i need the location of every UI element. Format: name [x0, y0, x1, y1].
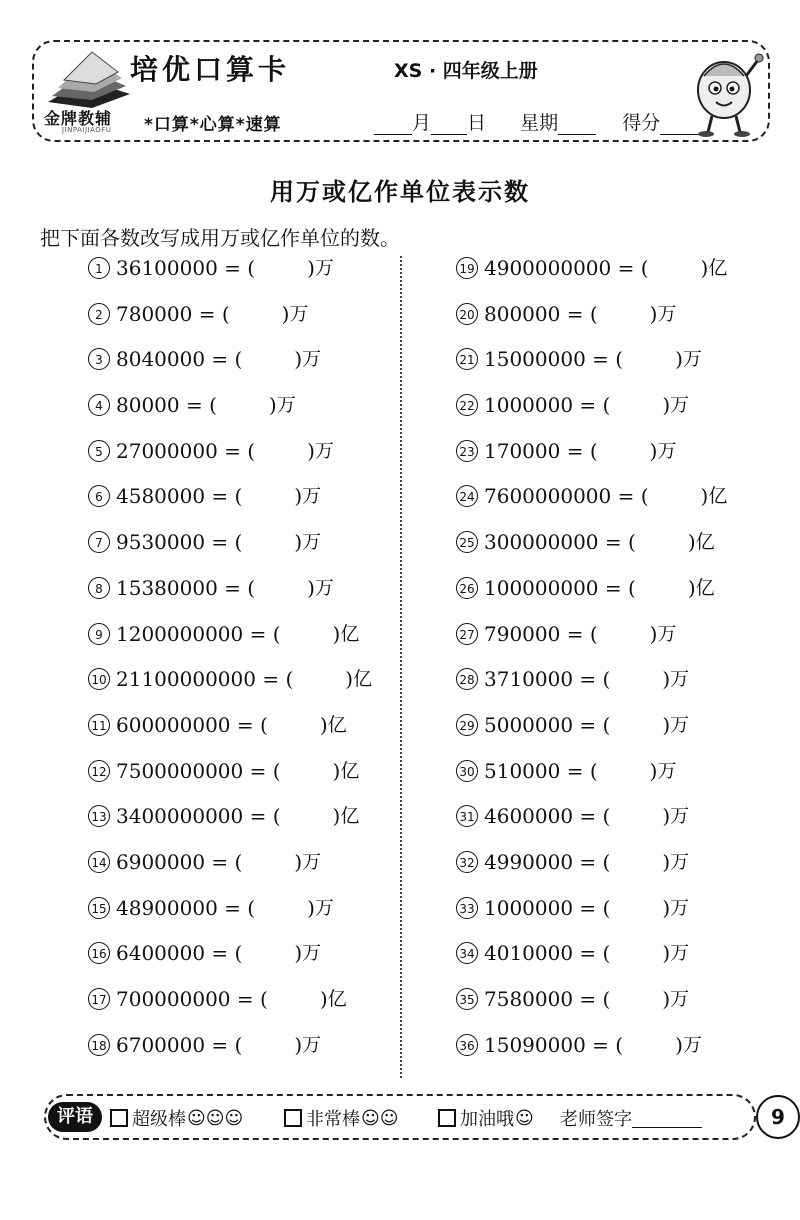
close-paren: ): [649, 758, 658, 783]
logo: [38, 50, 138, 136]
number-value: 6900000: [116, 849, 206, 874]
unit-label: 万: [670, 805, 690, 828]
unit-label: 万: [670, 713, 690, 736]
option-super[interactable]: [110, 1105, 243, 1131]
item-number: 6: [88, 485, 110, 507]
weekday-blank[interactable]: [558, 116, 596, 135]
close-paren: ): [294, 530, 303, 555]
item-number: 31: [456, 805, 478, 827]
equals-open-paren: = (: [573, 804, 611, 829]
exercise-item: [456, 710, 727, 756]
option-keep-going-label: 加油哦: [460, 1109, 514, 1130]
item-number: 8: [88, 577, 110, 599]
item-number: 23: [456, 440, 478, 462]
close-paren: ): [294, 1032, 303, 1057]
logo-subtext: JINPAIJIAOFU: [62, 126, 112, 134]
column-divider: [400, 256, 402, 1078]
number-value: 100000000: [484, 575, 599, 600]
item-number: 24: [456, 485, 478, 507]
item-number: 3: [88, 348, 110, 370]
equals-open-paren: = (: [192, 301, 230, 326]
unit-label: 亿: [695, 531, 715, 554]
unit-label: 万: [314, 896, 334, 919]
score-label: 得分: [622, 112, 661, 134]
exercise-item: [88, 756, 372, 802]
unit-label: 万: [657, 439, 677, 462]
number-value: 21100000000: [116, 667, 256, 692]
close-paren: ): [687, 575, 696, 600]
close-paren: ): [345, 667, 354, 692]
exercise-item: [88, 390, 372, 436]
checkbox[interactable]: [438, 1109, 456, 1127]
equals-open-paren: = (: [573, 849, 611, 874]
close-paren: ): [649, 621, 658, 646]
item-number: 20: [456, 303, 478, 325]
smiley-icon: ☺: [515, 1107, 534, 1129]
checkbox[interactable]: [284, 1109, 302, 1127]
close-paren: ): [662, 804, 671, 829]
number-value: 15380000: [116, 575, 218, 600]
page-title: 用万或亿作单位表示数: [270, 178, 530, 206]
smiley-icon: ☺☺: [361, 1107, 399, 1129]
exercise-item: [88, 710, 372, 756]
month-blank[interactable]: [374, 116, 412, 135]
close-paren: ): [662, 849, 671, 874]
close-paren: ): [662, 393, 671, 418]
exercise-item: [456, 664, 727, 710]
item-number: 13: [88, 805, 110, 827]
close-paren: ): [319, 712, 328, 737]
exercise-item: [456, 619, 727, 665]
card-title: 培优口算卡: [130, 53, 291, 86]
close-paren: ): [294, 849, 303, 874]
item-number: 11: [88, 714, 110, 736]
equals-open-paren: = (: [243, 804, 281, 829]
number-value: 1000000: [484, 393, 574, 418]
weekday-label: 星期: [520, 112, 559, 134]
item-number: 4: [88, 394, 110, 416]
close-paren: ): [332, 621, 341, 646]
close-paren: ): [307, 256, 315, 280]
equals-open-paren: = (: [611, 256, 649, 280]
unit-label: 亿: [695, 576, 715, 599]
unit-label: 万: [314, 257, 334, 279]
unit-label: 亿: [327, 713, 347, 736]
exercise-item: [88, 619, 372, 665]
equals-open-paren: = (: [205, 941, 243, 966]
unit-label: 万: [657, 302, 677, 325]
exercise-item: [88, 527, 372, 573]
item-number: 18: [88, 1034, 110, 1056]
number-value: 7500000000: [116, 758, 244, 783]
exercise-item: [88, 664, 372, 710]
exercise-item: [88, 938, 372, 984]
exercise-column-left: [88, 253, 372, 1075]
mascot-icon: [684, 46, 764, 138]
page-number: 9: [756, 1095, 800, 1139]
close-paren: ): [662, 987, 671, 1011]
equals-open-paren: = (: [205, 849, 243, 874]
item-number: 10: [88, 668, 110, 690]
exercise-item: [456, 801, 727, 847]
number-value: 780000: [116, 301, 193, 326]
unit-label: 万: [670, 668, 690, 691]
number-value: 4010000: [484, 941, 574, 966]
close-paren: ): [687, 530, 696, 555]
equals-open-paren: = (: [205, 530, 243, 555]
equals-open-paren: = (: [598, 530, 636, 555]
exercise-item: [88, 573, 372, 619]
item-number: 27: [456, 623, 478, 645]
equals-open-paren: = (: [573, 895, 611, 920]
close-paren: ): [294, 484, 303, 509]
item-number: 14: [88, 851, 110, 873]
teacher-sign-label: 老师签字: [560, 1109, 632, 1130]
item-number: 2: [88, 303, 110, 325]
close-paren: ): [662, 941, 671, 966]
equals-open-paren: = (: [217, 438, 256, 463]
close-paren: ): [662, 712, 671, 737]
equals-open-paren: = (: [217, 575, 256, 600]
number-value: 7600000000: [484, 484, 612, 509]
item-number: 16: [88, 942, 110, 964]
number-value: 800000: [484, 301, 561, 326]
date-score-line: [374, 108, 698, 135]
unit-label: 万: [670, 896, 690, 919]
exercise-item: [88, 984, 372, 1030]
item-number: 30: [456, 760, 478, 782]
number-value: 15000000: [484, 347, 586, 372]
equals-open-paren: = (: [243, 758, 281, 783]
number-value: 170000: [484, 438, 561, 463]
close-paren: ): [307, 575, 315, 600]
item-number: 12: [88, 760, 110, 782]
number-value: 80000: [116, 393, 180, 418]
equals-open-paren: = (: [598, 575, 636, 600]
equals-open-paren: = (: [573, 941, 611, 966]
exercise-item: [456, 893, 727, 939]
evaluation-footer: [44, 1094, 785, 1140]
item-number: 9: [88, 623, 110, 645]
item-number: 28: [456, 668, 478, 690]
month-label: 月: [412, 112, 432, 134]
exercise-item: [88, 893, 372, 939]
exercise-item: [456, 299, 727, 345]
unit-label: 万: [670, 942, 690, 965]
grade-label: XS · 四年级上册: [394, 60, 538, 82]
exercise-item: [456, 756, 727, 802]
unit-label: 万: [302, 850, 322, 873]
close-paren: ): [662, 895, 671, 920]
exercise-item: [88, 481, 372, 527]
item-number: 34: [456, 942, 478, 964]
equals-open-paren: = (: [573, 667, 611, 692]
sub-tags: *口算*心算*速算: [144, 115, 282, 135]
number-value: 9530000: [116, 530, 206, 555]
exercise-item: [456, 527, 727, 573]
unit-label: 万: [670, 988, 690, 1010]
number-value: 510000: [484, 758, 561, 783]
exercise-item: [88, 847, 372, 893]
number-value: 600000000: [116, 712, 231, 737]
number-value: 7580000: [484, 987, 574, 1011]
item-number: 26: [456, 577, 478, 599]
option-super-label: 超级棒: [132, 1109, 186, 1130]
close-paren: ): [319, 987, 328, 1011]
equals-open-paren: = (: [205, 347, 243, 372]
unit-label: 亿: [340, 622, 360, 645]
unit-label: 万: [302, 485, 322, 508]
equals-open-paren: = (: [179, 393, 217, 418]
exercise-item: [456, 436, 727, 482]
number-value: 3710000: [484, 667, 574, 692]
item-number: 17: [88, 988, 110, 1010]
close-paren: ): [662, 667, 671, 692]
exercise-item: [456, 847, 727, 893]
unit-label: 万: [682, 1033, 702, 1056]
equals-open-paren: = (: [573, 987, 611, 1011]
close-paren: ): [649, 438, 658, 463]
unit-label: 亿: [340, 805, 360, 828]
equals-open-paren: = (: [243, 621, 281, 646]
number-value: 6400000: [116, 941, 206, 966]
number-value: 5000000: [484, 712, 574, 737]
number-value: 48900000: [116, 895, 218, 920]
number-value: 6700000: [116, 1032, 206, 1057]
header-card: [32, 40, 770, 142]
unit-label: 万: [314, 576, 334, 599]
option-great-label: 非常棒: [306, 1109, 360, 1130]
close-paren: ): [700, 256, 709, 280]
exercise-item: [88, 299, 372, 345]
equals-open-paren: = (: [560, 438, 598, 463]
instruction-text: 把下面各数改写成用万或亿作单位的数。: [40, 226, 400, 250]
unit-label: 万: [670, 850, 690, 873]
unit-label: 万: [657, 759, 677, 782]
close-paren: ): [307, 438, 315, 463]
exercise-item: [456, 573, 727, 619]
item-number: 15: [88, 897, 110, 919]
item-number: 33: [456, 897, 478, 919]
exercise-item: [456, 390, 727, 436]
smiley-icon: ☺☺☺: [187, 1107, 244, 1129]
equals-open-paren: = (: [560, 758, 598, 783]
exercise-item: [88, 436, 372, 482]
unit-label: 亿: [327, 988, 347, 1010]
number-value: 4900000000: [484, 256, 612, 280]
number-value: 700000000: [116, 987, 231, 1011]
close-paren: ): [332, 804, 341, 829]
close-paren: ): [675, 1032, 683, 1057]
unit-label: 万: [314, 439, 334, 462]
item-number: 5: [88, 440, 110, 462]
equals-open-paren: = (: [255, 667, 294, 692]
equals-open-paren: = (: [230, 987, 268, 1011]
item-number: 32: [456, 851, 478, 873]
unit-label: 万: [302, 531, 322, 554]
item-number: 35: [456, 988, 478, 1010]
exercise-item: [88, 253, 372, 299]
option-great[interactable]: [284, 1105, 399, 1131]
unit-label: 亿: [353, 668, 373, 691]
unit-label: 万: [302, 942, 322, 965]
book-logo-icon: [38, 50, 138, 110]
close-paren: ): [268, 393, 277, 418]
close-paren: ): [281, 301, 290, 326]
unit-label: 万: [657, 622, 677, 645]
item-number: 25: [456, 531, 478, 553]
number-value: 4580000: [116, 484, 206, 509]
item-number: 19: [456, 257, 478, 279]
unit-label: 亿: [708, 485, 728, 508]
number-value: 1200000000: [116, 621, 244, 646]
equals-open-paren: = (: [217, 256, 256, 280]
exercise-item: [88, 344, 372, 390]
number-value: 36100000: [116, 256, 218, 280]
number-value: 15090000: [484, 1032, 586, 1057]
exercise-item: [456, 481, 727, 527]
equals-open-paren: = (: [585, 347, 624, 372]
item-number: 21: [456, 348, 478, 370]
equals-open-paren: = (: [573, 712, 611, 737]
number-value: 4600000: [484, 804, 574, 829]
exercise-item: [88, 801, 372, 847]
unit-label: 万: [289, 302, 309, 325]
logo-text: 金牌教辅: [44, 109, 113, 128]
unit-label: 亿: [708, 257, 728, 279]
number-value: 8040000: [116, 347, 206, 372]
equals-open-paren: = (: [560, 301, 598, 326]
exercise-item: [456, 344, 727, 390]
number-value: 790000: [484, 621, 561, 646]
signature-line[interactable]: [632, 1109, 702, 1128]
unit-label: 万: [302, 1033, 322, 1056]
item-number: 1: [88, 257, 110, 279]
day-label: 日: [467, 112, 487, 134]
close-paren: ): [307, 895, 315, 920]
equals-open-paren: = (: [205, 1032, 243, 1057]
exercise-column-right: [456, 253, 727, 1075]
unit-label: 万: [302, 348, 322, 371]
unit-label: 万: [670, 394, 690, 417]
comment-badge: 评语: [48, 1102, 102, 1132]
equals-open-paren: = (: [217, 895, 256, 920]
checkbox[interactable]: [110, 1109, 128, 1127]
number-value: 3400000000: [116, 804, 244, 829]
item-number: 29: [456, 714, 478, 736]
exercise-item: [88, 1030, 372, 1076]
close-paren: ): [700, 484, 709, 509]
item-number: 36: [456, 1034, 478, 1056]
day-blank[interactable]: [431, 116, 467, 135]
option-keep-going[interactable]: [438, 1105, 534, 1131]
unit-label: 亿: [340, 759, 360, 782]
close-paren: ): [294, 941, 303, 966]
close-paren: ): [294, 347, 303, 372]
unit-label: 万: [276, 394, 296, 417]
equals-open-paren: = (: [611, 484, 649, 509]
close-paren: ): [332, 758, 341, 783]
exercise-item: [456, 1030, 727, 1076]
item-number: 7: [88, 531, 110, 553]
number-value: 300000000: [484, 530, 599, 555]
number-value: 27000000: [116, 438, 218, 463]
exercise-item: [456, 253, 727, 299]
item-number: 22: [456, 394, 478, 416]
unit-label: 万: [682, 348, 702, 371]
number-value: 1000000: [484, 895, 574, 920]
exercise-item: [456, 984, 727, 1030]
equals-open-paren: = (: [585, 1032, 624, 1057]
number-value: 4990000: [484, 849, 574, 874]
close-paren: ): [675, 347, 683, 372]
equals-open-paren: = (: [560, 621, 598, 646]
equals-open-paren: = (: [573, 393, 611, 418]
teacher-signature: [560, 1105, 702, 1131]
equals-open-paren: = (: [205, 484, 243, 509]
exercise-item: [456, 938, 727, 984]
close-paren: ): [649, 301, 658, 326]
equals-open-paren: = (: [230, 712, 268, 737]
